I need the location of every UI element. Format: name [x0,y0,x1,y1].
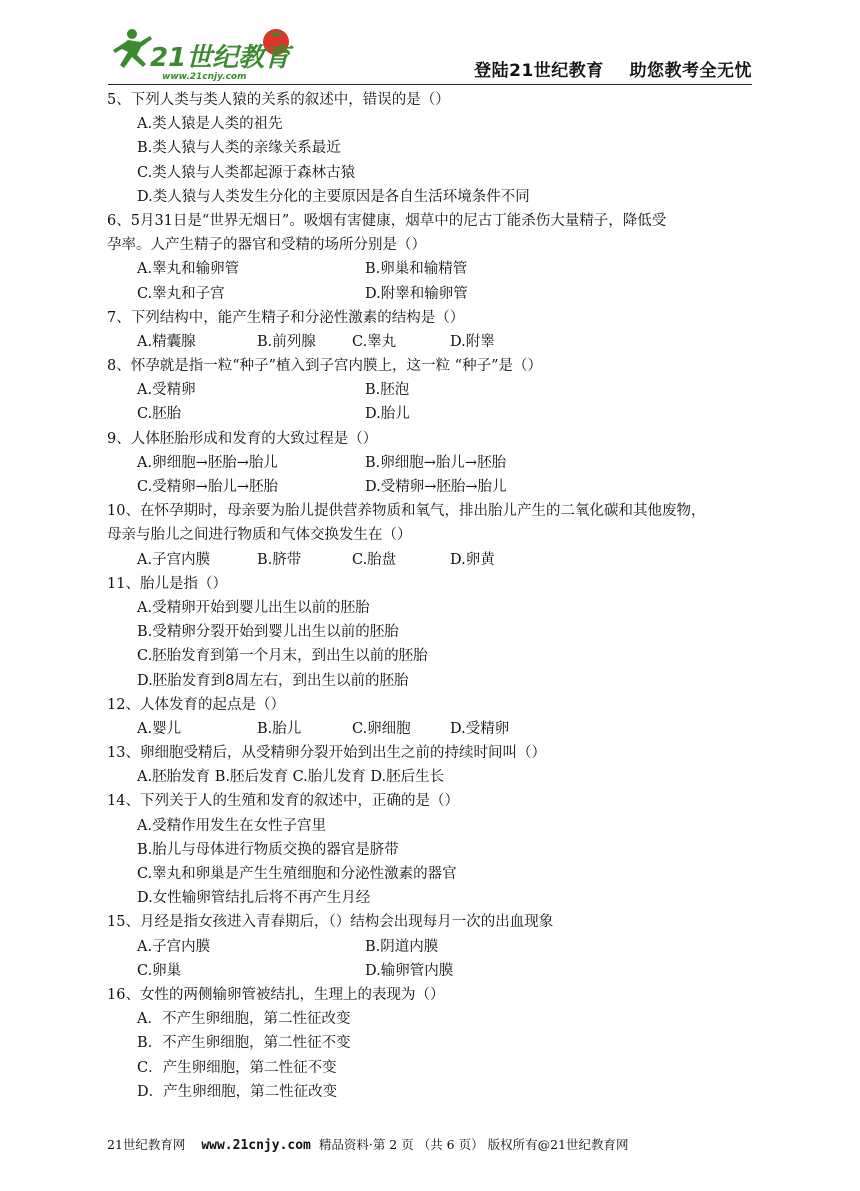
answer-option: B.卵细胞→胎儿→胚胎 [365,454,507,471]
answer-option: D.类人猿与人类发生分化的主要原因是各自生活环境条件不同 [137,188,530,205]
answer-option: C.睾丸 [352,333,397,350]
answer-option: C.受精卵→胎儿→胚胎 [137,479,278,495]
option-row [107,257,757,281]
option-row [107,620,757,644]
answer-option: A.婴儿 [137,720,182,737]
question-stem: 14、下列关于人的生殖和发育的叙述中，正确的是（） [107,793,459,810]
footer-page-info: 精品资料·第 2 页 （共 6 页） 版权所有@21世纪教育网 [318,1137,629,1152]
answer-option: B.类人猿与人类的亲缘关系最近 [137,140,341,157]
option-row [107,596,757,620]
option-row [107,548,757,572]
answer-option: C.胚胎 [137,406,182,423]
question-stem: 5、下列人类与类人猿的关系的叙述中，错误的是（） [107,92,450,108]
answer-option: A.受精卵 [137,382,196,399]
answer-option: A.类人猿是人类的祖先 [137,116,283,133]
question-stem: 9、人体胚胎形成和发育的大致过程是（） [107,430,378,447]
page-footer [107,1135,757,1153]
answer-option: D.胚胎发育到8周左右，到出生以前的胚胎 [137,672,409,689]
answer-option: A.子宫内膜 [137,938,211,955]
answer-option: D.受精卵 [450,720,510,737]
answer-option: B.胎儿与母体进行物质交换的器官是脐带 [137,841,399,858]
option-row [107,402,757,426]
option-row [107,814,757,838]
answer-option: A.精囊腺 [137,333,196,350]
option-row [107,112,757,136]
question-stem: 12、人体发育的起点是（） [107,696,285,713]
footer-site: 21世纪教育网 [107,1137,186,1152]
question-stem: 16、女性的两侧输卵管被结扎，生理上的表现为（） [107,986,445,1003]
answer-option: D.胎儿 [365,406,410,423]
option-row [107,644,757,668]
answer-option: A.胚胎发育 B.胚后发育 C.胎儿发育 D.胚后生长 [137,769,445,786]
answer-option: C.类人猿与人类都起源于森林古猿 [137,164,356,181]
question-stem: 母亲与胎儿之间进行物质和气体交换发生在（） [107,527,412,544]
option-row [107,717,757,741]
option-row [107,886,757,910]
question-stem: 10、在怀孕期时，母亲要为胎儿提供营养物质和氧气，排出胎儿产生的二氧化碳和其他废物， [107,503,706,520]
answer-option: D.受精卵→胚胎→胎儿 [365,479,507,495]
header-divider [108,84,752,85]
answer-option: A.卵细胞→胚胎→胎儿 [137,454,278,471]
option-row [107,161,757,185]
option-row [107,862,757,886]
answer-option: A.睾丸和输卵管 [137,261,240,278]
option-row [107,282,757,306]
option-row [107,136,757,160]
question-stem: 11、胎儿是指（） [107,575,227,592]
answer-option: C．产生卵细胞，第二性征不变 [137,1059,337,1076]
option-row [107,959,757,983]
answer-option: B.受精卵分裂开始到婴儿出生以前的胚胎 [137,624,399,641]
option-row [107,935,757,959]
site-logo [110,22,310,82]
option-row [107,185,757,209]
answer-option: B.脐带 [257,551,302,568]
answer-option: B.前列腺 [257,333,316,350]
answer-option: D．产生卵细胞，第二性征改变 [137,1083,338,1100]
answer-option: B.阴道内膜 [365,938,439,955]
question-stem: 6、5月31日是“世界无烟日”。吸烟有害健康，烟草中的尼古丁能杀伤大量精子，降低受 [107,212,667,229]
question-stem: 孕率。人产生精子的器官和受精的场所分别是（） [107,237,426,254]
option-row [107,1056,757,1080]
answer-option: A．不产生卵细胞，第二性征改变 [137,1011,351,1028]
logo-text: 21世纪教育 [150,43,291,73]
answer-option: D.输卵管内膜 [365,962,454,979]
question-stem: 13、卵细胞受精后，从受精卵分裂开始到出生之前的持续时间叫（） [107,745,546,762]
answer-option: D.附睾 [450,333,495,350]
answer-option: D.附睾和输卵管 [365,285,468,302]
answer-option: C.卵细胞 [352,720,411,737]
page-header [0,0,860,88]
option-row [107,1007,757,1031]
answer-option: D.女性输卵管结扎后将不再产生月经 [137,890,371,907]
question-list [107,88,757,1104]
slogan-left: 登陆21世纪教育 [474,61,604,81]
logo-url: www.21cnjy.com [162,72,247,82]
slogan-right: 助您教考全无忧 [629,61,752,81]
answer-option: C.睾丸和子宫 [137,285,225,302]
question-stem: 7、下列结构中，能产生精子和分泌性激素的结构是（） [107,309,465,326]
answer-option: B.卵巢和输精管 [365,261,468,278]
answer-option: A.子宫内膜 [137,551,211,568]
question-stem: 8、怀孕就是指一粒“种子”植入到子宫内膜上，这一粒 “种子”是（） [107,358,542,375]
header-slogan [474,56,752,81]
answer-option: B．不产生卵细胞，第二性征不变 [137,1035,351,1052]
answer-option: B.胚泡 [365,382,410,399]
option-row [107,838,757,862]
option-row [107,765,757,789]
option-row [107,1080,757,1104]
question-stem: 15、月经是指女孩进入青春期后，（）结构会出现每月一次的出血现象 [107,914,554,931]
answer-option: A.受精卵开始到婴儿出生以前的胚胎 [137,599,370,616]
option-row [107,378,757,402]
option-row [107,669,757,693]
footer-url[interactable]: www.21cnjy.com [201,1138,311,1153]
answer-option: D.卵黄 [450,551,495,568]
option-row [107,330,757,354]
answer-option: B.胎儿 [257,720,302,737]
answer-option: C.胎盘 [352,551,397,568]
option-row [107,1031,757,1055]
answer-option: A.受精作用发生在女性子宫里 [137,817,327,834]
option-row [107,451,757,475]
answer-option: C.胚胎发育到第一个月末，到出生以前的胚胎 [137,648,428,665]
answer-option: C.睾丸和卵巢是产生生殖细胞和分泌性激素的器官 [137,866,457,882]
answer-option: C.卵巢 [137,962,182,979]
option-row [107,475,757,499]
